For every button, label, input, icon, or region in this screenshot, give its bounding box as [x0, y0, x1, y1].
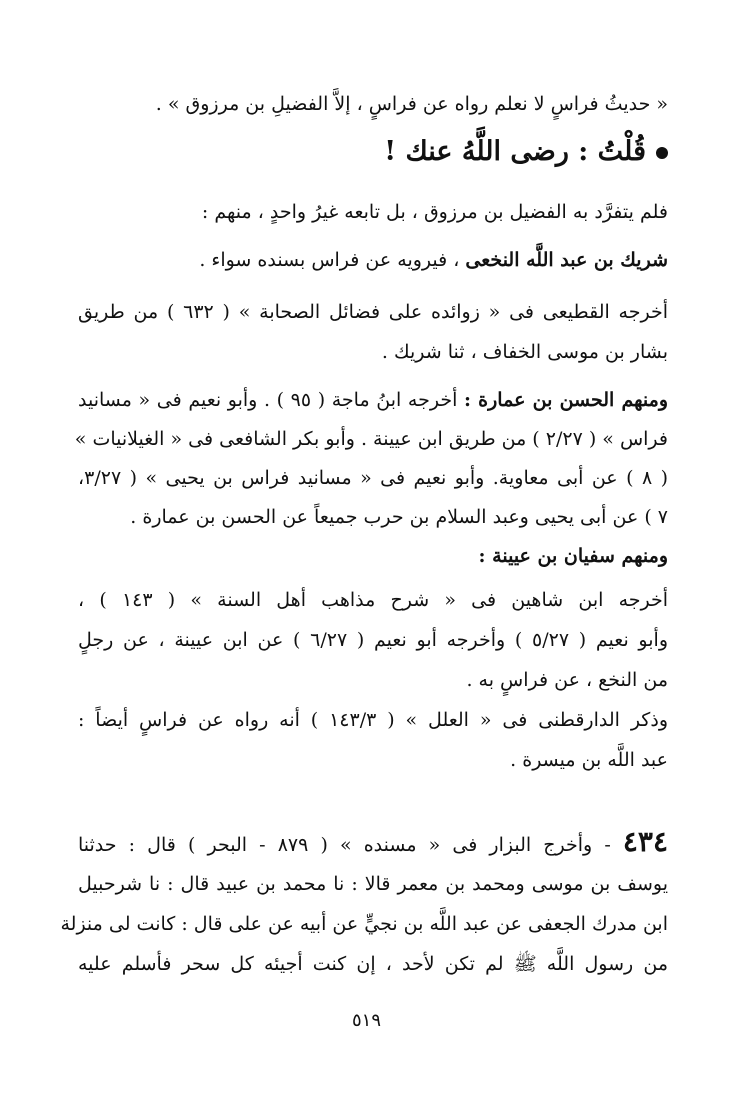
narrator-name: شريك بن عبد اللَّه النخعى: [465, 249, 668, 271]
text-line: يوسف بن موسى ومحمد بن معمر قالا : نا محمد بن عبيد قال : نا شرحبيل: [78, 873, 668, 895]
page-number: ٥١٩: [351, 1010, 381, 1031]
text-span: أخرجه ابنُ ماجة ( ٩٥ ) . وأبو نعيم فى « مسانيد: [78, 389, 464, 411]
document-page: [60, 78, 669, 1038]
section-heading: [78, 132, 668, 172]
narrator-heading: ومنهم سفيان بن عيينة :: [478, 545, 668, 567]
text-line: عبد اللَّه بن ميسرة .: [510, 749, 668, 771]
heading-text: قُلْتُ : رضى اللَّهُ عنك !: [384, 136, 646, 167]
entry-number: ٤٣٤: [622, 825, 668, 858]
text-line: [78, 826, 668, 861]
bullet-icon: [656, 147, 668, 159]
text-line: وأبو نعيم ( ٥/٢٧ ) وأخرجه أبو نعيم ( ٦/٢٧ ) عن ابن عيينة ، عن رجلٍ: [78, 629, 668, 651]
text-line: [78, 384, 668, 416]
text-line: ابن مدرك الجعفى عن عبد اللَّه بن نجيٍّ عن أبيه عن على قال : كانت لى منزلة: [60, 913, 668, 935]
text-span: ، فيرويه عن فراس بسنده سواء .: [199, 249, 466, 271]
text-line: ٧ ) عن أبى يحيى وعبد السلام بن حرب جميعاً عن الحسن بن عمارة .: [130, 506, 668, 528]
text-line: ( ٨ ) عن أبى معاوية. وأبو نعيم فى « مسانيد فراس بن يحيى » ( ٣/٢٧،: [78, 467, 669, 489]
text-line: فلم يتفرَّد به الفضيل بن مرزوق ، بل تابعه غيرُ واحدٍ ، منهم :: [201, 201, 668, 223]
narrator-name: ومنهم الحسن بن عمارة :: [463, 389, 668, 411]
text-line: [78, 244, 668, 276]
text-line: فراس » ( ٢/٢٧ ) من طريق ابن عيينة . وأبو بكر الشافعى فى « الغيلانيات »: [74, 428, 668, 450]
text-line: بشار بن موسى الخفاف ، ثنا شريك .: [381, 341, 668, 363]
text-line: من النخع ، عن فراسٍ به .: [466, 669, 668, 691]
text-line: « حديثُ فراسٍ لا نعلم رواه عن فراسٍ ، إلاَّ الفضيلِ بن مرزوق » .: [155, 93, 668, 115]
text-line: وذكر الدارقطنى فى « العلل » ( ١٤٣/٣ ) أنه رواه عن فراسٍ أيضاً :: [78, 709, 668, 731]
text-line: أخرجه القطيعى فى « زوائده على فضائل الصحابة » ( ٦٣٢ ) من طريق: [78, 301, 668, 323]
text-line: من رسول اللَّه ﷺ لم تكن لأحد ، إن كنت أجيئه كل سحر فأسلم عليه: [78, 953, 668, 975]
text-line: أخرجه ابن شاهين فى « شرح مذاهب أهل السنة » ( ١٤٣ ) ،: [78, 589, 669, 611]
text-span: - وأخرج البزار فى « مسنده » ( ٨٧٩ - البحر ) قال : حدثنا: [78, 834, 623, 856]
